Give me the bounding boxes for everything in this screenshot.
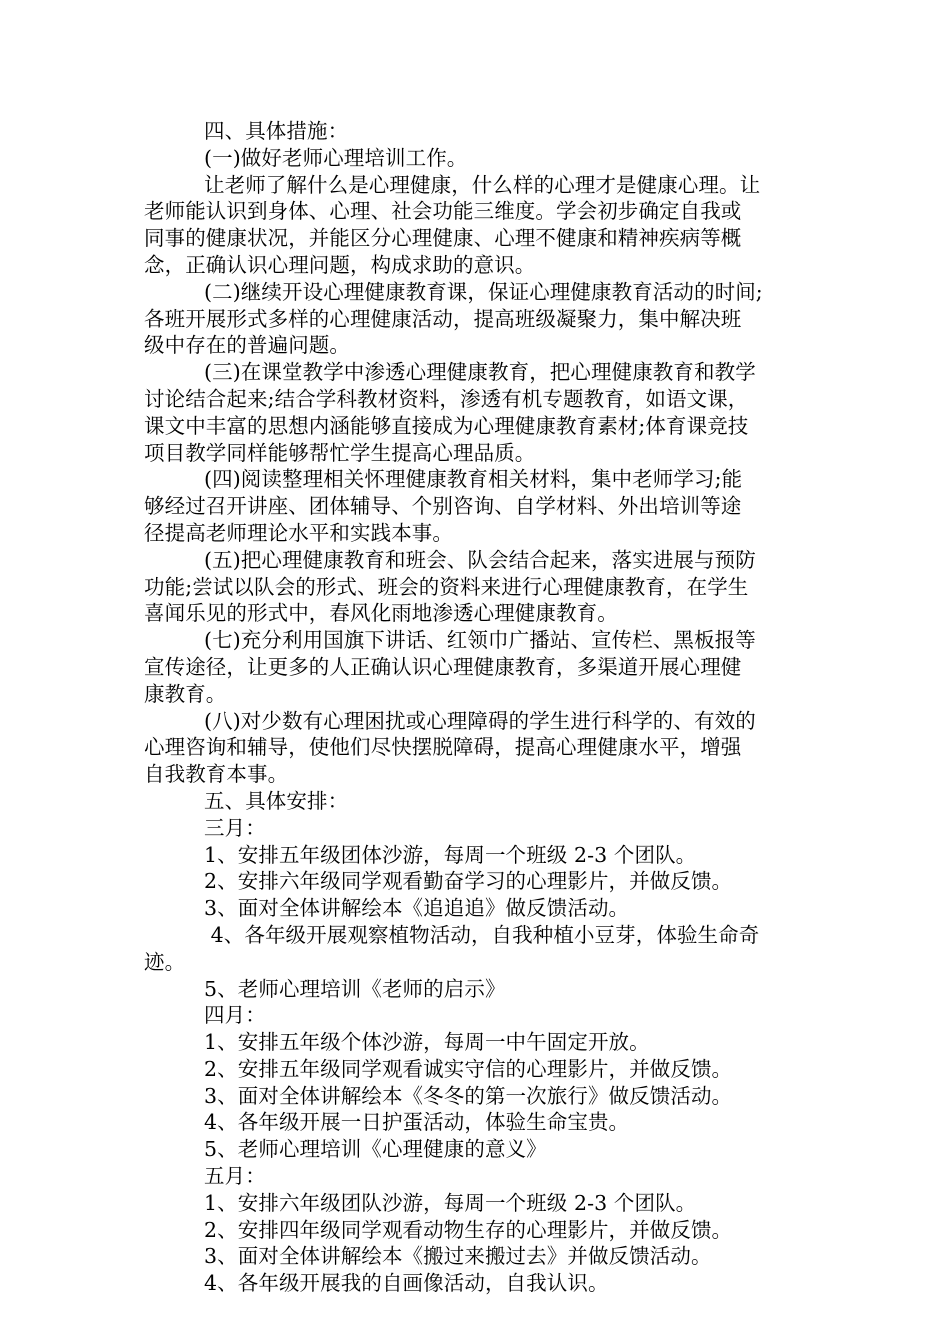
document-line: 心理咨询和辅导，使他们尽快摆脱障碍，提高心理健康水平，增强	[144, 735, 742, 760]
document-line: 2、安排四年级同学观看动物生存的心理影片，并做反馈。	[204, 1217, 733, 1242]
document-line: (三)在课堂教学中渗透心理健康教育，把心理健康教育和教学	[204, 360, 756, 385]
document-line: 自我教育本事。	[144, 762, 289, 787]
document-line: 项目教学同样能够帮忙学生提高心理品质。	[144, 440, 536, 465]
document-line: 各班开展形式多样的心理健康活动，提高班级凝聚力，集中解决班	[144, 306, 742, 331]
document-line: 课文中丰富的思想内涵能够直接成为心理健康教育素材;体育课竞技	[144, 413, 749, 438]
document-line: 喜闻乐见的形式中，春风化雨地渗透心理健康教育。	[144, 601, 618, 626]
document-line: 宣传途径，让更多的人正确认识心理健康教育，多渠道开展心理健	[144, 654, 742, 679]
document-line: 同事的健康状况，并能区分心理健康、心理不健康和精神疾病等概	[144, 226, 742, 251]
document-line: 5、老师心理培训《心理健康的意义》	[204, 1137, 547, 1162]
document-line: 五、具体安排：	[204, 788, 349, 813]
document-line: (七)充分利用国旗下讲话、红领巾广播站、宣传栏、黑板报等	[204, 628, 756, 653]
document-line: (二)继续开设心理健康教育课，保证心理健康教育活动的时间;	[204, 279, 763, 304]
document-line: 2、安排五年级同学观看诚实守信的心理影片，并做反馈。	[204, 1056, 733, 1081]
document-line: 三月：	[204, 815, 266, 840]
document-line: 4、各年级开展我的自画像活动，自我认识。	[204, 1271, 609, 1296]
document-body	[144, 118, 814, 1297]
document-line: 四月：	[204, 1003, 266, 1028]
document-line: 迹。	[144, 949, 186, 974]
document-line: 4、各年级开展观察植物活动，自我种植小豆芽，体验生命奇	[204, 922, 760, 947]
document-line: 3、面对全体讲解绘本《冬冬的第一次旅行》做反馈活动。	[204, 1083, 733, 1108]
document-line: 1、安排五年级个体沙游，每周一中午固定开放。	[204, 1030, 650, 1055]
document-line: 3、面对全体讲解绘本《搬过来搬过去》并做反馈活动。	[204, 1244, 712, 1269]
document-line: (四)阅读整理相关怀理健康教育相关材料，集中老师学习;能	[204, 467, 743, 492]
document-line: 级中存在的普遍问题。	[144, 333, 350, 358]
document-line: 讨论结合起来;结合学科教材资料，渗透有机专题教育，如语文课，	[144, 386, 749, 411]
document-line: 3、面对全体讲解绘本《追追追》做反馈活动。	[204, 896, 630, 921]
document-line: 够经过召开讲座、团体辅导、个别咨询、自学材料、外出培训等途	[144, 494, 742, 519]
document-line: (八)对少数有心理困扰或心理障碍的学生进行科学的、有效的	[204, 708, 756, 733]
document-line: 念，正确认识心理问题，构成求助的意识。	[144, 252, 536, 277]
document-line: 五月：	[204, 1164, 266, 1189]
document-line: 径提高老师理论水平和实践本事。	[144, 520, 453, 545]
document-line: 5、老师心理培训《老师的启示》	[204, 976, 506, 1001]
document-line: 4、各年级开展一日护蛋活动，体验生命宝贵。	[204, 1110, 630, 1135]
document-line: (五)把心理健康教育和班会、队会结合起来，落实进展与预防	[204, 547, 756, 572]
document-line: 2、安排六年级同学观看勤奋学习的心理影片，并做反馈。	[204, 869, 733, 894]
document-line: 四、具体措施：	[204, 119, 349, 143]
document-line: 1、安排五年级团体沙游，每周一个班级 2-3 个团队。	[204, 842, 697, 867]
document-line: 让老师了解什么是心理健康，什么样的心理才是健康心理。让	[204, 172, 761, 197]
document-line: 老师能认识到身体、心理、社会功能三维度。学会初步确定自我或	[144, 199, 742, 224]
document-line: 康教育。	[144, 681, 227, 706]
document-line: (一)做好老师心理培训工作。	[204, 145, 468, 170]
document-line: 功能;尝试以队会的形式、班会的资料来进行心理健康教育，在学生	[144, 574, 749, 599]
document-line: 1、安排六年级团队沙游，每周一个班级 2-3 个团队。	[204, 1190, 697, 1215]
